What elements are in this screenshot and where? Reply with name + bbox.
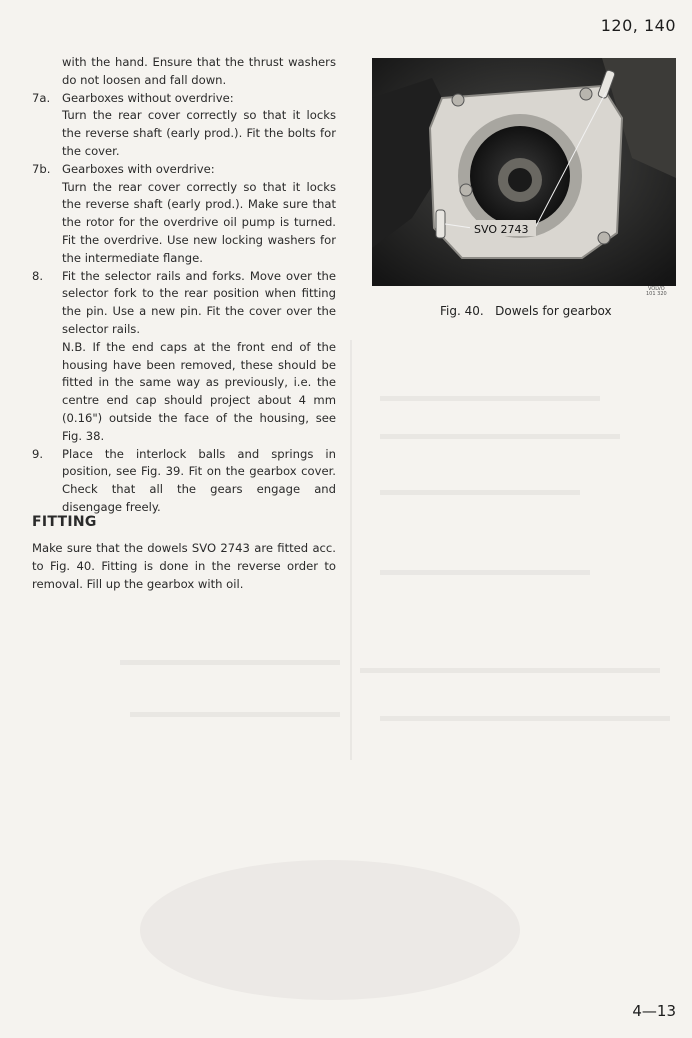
section-title: FITTING	[32, 514, 97, 530]
fitting-paragraph: Make sure that the dowels SVO 2743 are fitted acc. to Fig. 40. Fitting is done in the reverse order to removal. Fill up the gearbox with oil.	[32, 541, 336, 591]
step-text: Fit the selector rails and forks. Move over the selector fork to the rear position when fitting the pin. Use a new pin. Fit the cover over the selector rails.	[62, 268, 336, 336]
step-7a	[32, 90, 336, 108]
bolt-head	[460, 184, 472, 196]
continuation-paragraph: with the hand. Ensure that the thrust washers do not loosen and fall down.	[62, 55, 336, 87]
figure-number: Fig. 40.	[440, 304, 484, 318]
step-heading: Gearboxes without overdrive:	[62, 90, 234, 105]
step-number: 8.	[32, 268, 44, 283]
step-7b-text: Turn the rear cover correctly so that it locks the reverse shaft (early prod.). Make sure that the rotor for the overdrive oil pump is turned. Fit the overdrive. Use new locking washers for the intermediate flange.	[62, 179, 336, 265]
step-number: 7b.	[32, 161, 51, 176]
step-7a-text: Turn the rear cover correctly so that it locks the reverse shaft (early prod.). Fit the bolts for the cover.	[62, 108, 336, 158]
figure-caption-text: Dowels for gearbox	[495, 304, 612, 318]
step-8-note: N.B. If the end caps at the front end of the housing have been removed, these should be fitted in the same way as previously, i.e. the centre end cap should project about 4 mm (0.16") outside the face of the housing, see Fig. 38.	[62, 339, 336, 443]
bolt-head	[452, 94, 464, 106]
stamp-brand: VOLVO	[647, 286, 665, 292]
procedure-column	[32, 54, 336, 517]
stamp-number: 101 320	[646, 291, 667, 297]
step-heading: Gearboxes with overdrive:	[62, 161, 215, 176]
bolt-head	[580, 88, 592, 100]
tool-label: SVO 2743	[474, 223, 529, 236]
model-header: 120, 140	[600, 16, 676, 35]
step-number: 7a.	[32, 90, 51, 105]
gearbox-photo-illustration	[372, 58, 676, 286]
gearbox-photo	[372, 58, 676, 286]
volvo-stamp	[646, 287, 667, 297]
dowel-pin-lower	[436, 210, 445, 238]
step-text: Place the interlock balls and springs in position, see Fig. 39. Fit on the gearbox cover. Check that all the gears engage and disengage freely.	[62, 446, 336, 514]
bolt-head	[598, 232, 610, 244]
shaft-center	[508, 168, 532, 192]
step-number: 9.	[32, 446, 44, 461]
step-7b	[32, 161, 336, 179]
step-8	[32, 268, 336, 339]
figure-caption	[440, 304, 612, 318]
page-number: 4—13	[632, 1002, 676, 1020]
step-9	[32, 446, 336, 517]
